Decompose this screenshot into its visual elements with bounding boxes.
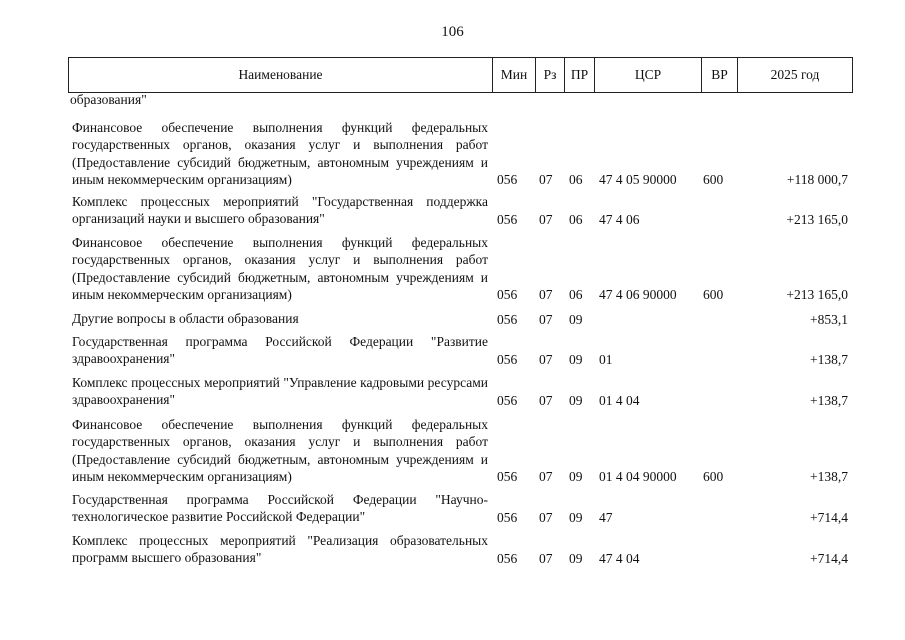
row-csr: 47 4 04 (599, 550, 640, 566)
header-pr: ПР (565, 58, 595, 93)
continuation-text: образования" (70, 92, 147, 107)
row-csr: 47 4 06 90000 (599, 286, 677, 302)
table-row (0, 374, 905, 409)
row-csr: 01 (599, 351, 613, 367)
table-row (0, 310, 905, 328)
table-row (0, 491, 905, 526)
row-pr: 09 (569, 351, 583, 367)
row-name: Другие вопросы в области образования (72, 311, 299, 326)
row-rz: 07 (539, 211, 553, 227)
table-row (0, 193, 905, 228)
table-row (0, 532, 905, 567)
row-rz: 07 (539, 286, 553, 302)
row-value: +714,4 (810, 550, 848, 566)
page-number: 106 (441, 24, 464, 40)
row-pr: 09 (569, 392, 583, 408)
row-pr: 06 (569, 211, 583, 227)
row-value: +853,1 (810, 311, 848, 327)
row-value: +138,7 (810, 392, 848, 408)
row-min: 056 (497, 211, 518, 227)
row-rz: 07 (539, 550, 553, 566)
row-pr: 09 (569, 550, 583, 566)
row-min: 056 (497, 311, 518, 327)
row-vr: 600 (703, 171, 724, 187)
table-header (68, 57, 853, 93)
row-min: 056 (497, 351, 518, 367)
header-year: 2025 год (738, 58, 853, 93)
row-pr: 06 (569, 171, 583, 187)
table-row (0, 119, 905, 188)
header-csr: ЦСР (595, 58, 702, 93)
row-rz: 07 (539, 468, 553, 484)
row-rz: 07 (539, 509, 553, 525)
header-vr: ВР (702, 58, 738, 93)
row-csr: 01 4 04 (599, 392, 640, 408)
header-name: Наименование (69, 58, 493, 93)
table-row (0, 333, 905, 368)
row-csr: 47 4 05 90000 (599, 171, 677, 187)
row-rz: 07 (539, 351, 553, 367)
row-min: 056 (497, 509, 518, 525)
row-vr: 600 (703, 468, 724, 484)
row-value: +118 000,7 (786, 171, 848, 187)
row-rz: 07 (539, 311, 553, 327)
row-name: Финансовое обеспечение выполнения функций федеральных государственных органов, оказания услуг и выполнения работ (Предоставление субсидий бюджетным, автономным учреждениям и иным некоммерческим организациям) (72, 417, 488, 485)
row-value: +138,7 (810, 351, 848, 367)
row-name: Государственная программа Российской Федерации "Развитие здравоохранения" (72, 334, 488, 367)
row-min: 056 (497, 550, 518, 566)
row-pr: 09 (569, 311, 583, 327)
row-rz: 07 (539, 171, 553, 187)
header-min: Мин (493, 58, 536, 93)
row-min: 056 (497, 286, 518, 302)
row-csr: 47 4 06 (599, 211, 640, 227)
table-row (0, 416, 905, 485)
row-vr: 600 (703, 286, 724, 302)
row-name: Финансовое обеспечение выполнения функций федеральных государственных органов, оказания услуг и выполнения работ (Предоставление субсидий бюджетным, автономным учреждениям и иным некоммерческим организациям) (72, 235, 488, 303)
row-rz: 07 (539, 392, 553, 408)
row-value: +714,4 (810, 509, 848, 525)
row-name: Финансовое обеспечение выполнения функций федеральных государственных органов, оказания услуг и выполнения работ (Предоставление субсидий бюджетным, автономным учреждениям и иным некоммерческим организациям) (72, 120, 488, 188)
row-csr: 47 (599, 509, 613, 525)
row-name: Комплекс процессных мероприятий "Управление кадровыми ресурсами здравоохранения" (72, 375, 488, 408)
table-row (0, 234, 905, 303)
row-min: 056 (497, 392, 518, 408)
row-name: Комплекс процессных мероприятий "Реализация образовательных программ высшего образования" (72, 533, 488, 566)
header-rz: Рз (536, 58, 565, 93)
row-name: Комплекс процессных мероприятий "Государственная поддержка организаций науки и высшего образования" (72, 194, 488, 227)
row-pr: 09 (569, 509, 583, 525)
row-min: 056 (497, 468, 518, 484)
row-name: Государственная программа Российской Федерации "Научно-технологическое развитие Российской Федерации" (72, 492, 488, 525)
row-value: +138,7 (810, 468, 848, 484)
row-csr: 01 4 04 90000 (599, 468, 677, 484)
row-min: 056 (497, 171, 518, 187)
row-value: +213 165,0 (786, 286, 848, 302)
row-value: +213 165,0 (786, 211, 848, 227)
row-pr: 06 (569, 286, 583, 302)
row-pr: 09 (569, 468, 583, 484)
